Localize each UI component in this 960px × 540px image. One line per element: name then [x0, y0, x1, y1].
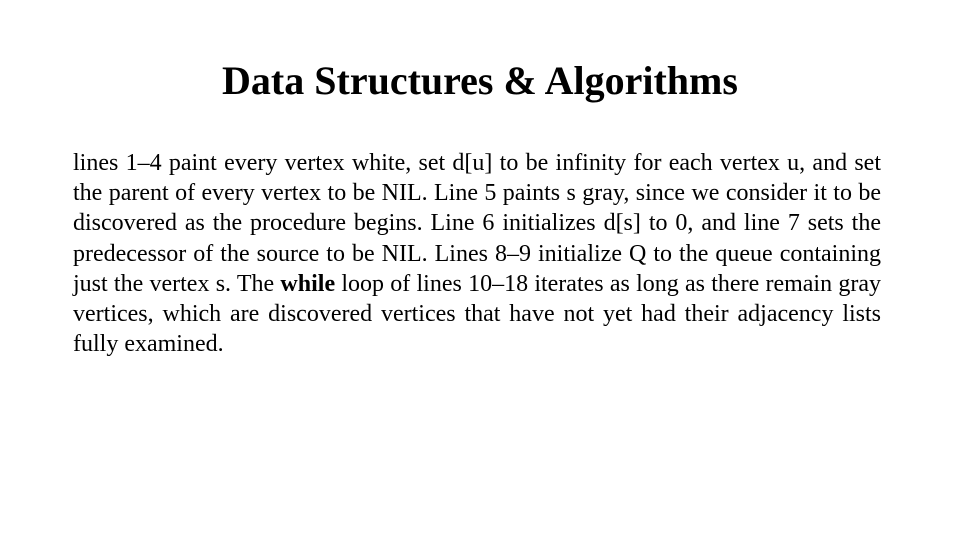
body-text-after-keyword: loop of lines 10–18 iterates as long as there remain gray vertices, which are discovered vertices that have not yet had their adjacency lists fully examined.: [73, 270, 881, 358]
slide-body-text: [73, 148, 881, 359]
body-keyword-while: while: [280, 270, 336, 297]
slide-title: Data Structures & Algorithms: [222, 58, 738, 103]
body-text-before-keyword: lines 1–4 paint every vertex white, set d[u] to be infinity for each vertex u, and set the parent of every vertex to be NIL. Line 5 paints s gray, since we consider it to be discovered as the procedure begins. Line 6 initializes d[s] to 0, and line 7 sets the predecessor of the source to be NIL. Lines 8–9 initialize Q to the queue containing just the vertex s. The: [73, 150, 881, 297]
